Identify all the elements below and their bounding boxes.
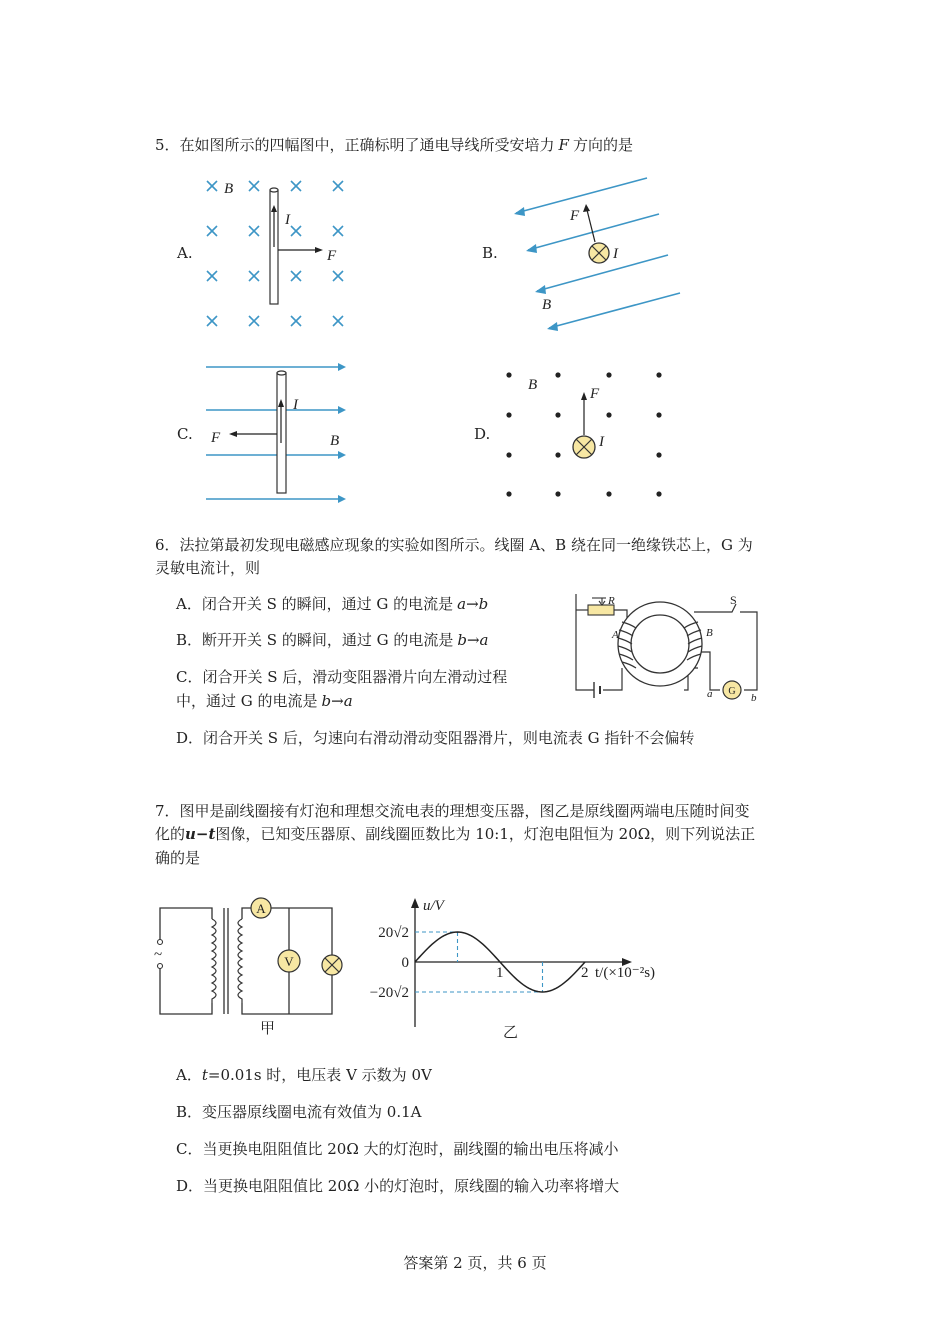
q6-stem-line2: 灵敏电流计，则 [155, 559, 261, 577]
terminal-label-a: a [707, 688, 713, 700]
q5-stem: 5．在如图所示的四幅图中，正确标明了通电导线所受安培力 F 方向的是 [155, 136, 633, 154]
q7-stem-line3: 确的是 [155, 849, 201, 867]
q5-option-d-figure [498, 362, 678, 512]
rheostat-label-r: R [608, 595, 615, 607]
field-dot-mark [555, 412, 560, 417]
field-dot-mark [606, 412, 611, 417]
field-cross-mark [291, 181, 301, 191]
field-cross-mark [249, 226, 259, 236]
q6-option-d: D．闭合开关 S 后，匀速向右滑动滑动变阻器滑片，则电流表 G 指针不会偏转 [176, 729, 695, 747]
field-cross-mark [249, 271, 259, 281]
field-dot-mark [656, 372, 661, 377]
field-dot-mark [656, 412, 661, 417]
q5-option-c-figure [200, 358, 370, 508]
field-cross-mark [207, 316, 217, 326]
q7-ut-chart [360, 892, 660, 1042]
field-cross-mark [249, 181, 259, 191]
field-cross-mark [249, 316, 259, 326]
force-label-f: F [590, 386, 600, 402]
y-tick-label: 0 [401, 955, 409, 971]
q6-option-a: A．闭合开关 S 的瞬间，通过 G 的电流是 a→b [176, 595, 489, 613]
y-axis-arrow [411, 898, 419, 908]
caption-jia: 甲 [260, 1021, 276, 1037]
current-label-i: I [293, 397, 298, 413]
input-terminal-bottom [158, 964, 163, 969]
q5-option-d-label: D. [474, 425, 491, 443]
field-cross-mark [291, 226, 301, 236]
field-label-b: B [528, 377, 538, 393]
force-label-f: F [327, 248, 337, 264]
q7-option-a: A．t=0.01s 时，电压表 V 示数为 0V [176, 1066, 432, 1084]
q7-option-b: B．变压器原线圈电流有效值为 0.1A [176, 1103, 422, 1121]
field-dot-mark [555, 372, 560, 377]
q6-option-c-line1: C．闭合开关 S 后，滑动变阻器滑片向左滑动过程 [176, 668, 508, 686]
current-label-i: I [285, 212, 290, 228]
force-label-f: F [211, 430, 221, 446]
q7-transformer-figure [152, 895, 352, 1035]
q5-option-b-label: B. [482, 244, 498, 262]
svg-text:G: G [728, 686, 736, 697]
field-dot-mark [656, 452, 661, 457]
field-label-b: B [330, 433, 340, 449]
x-tick-label: 2 [581, 965, 589, 981]
force-arrow [587, 210, 595, 242]
y-tick-label: −20√2 [369, 985, 409, 1001]
field-dot-mark [506, 491, 511, 496]
field-cross-mark [207, 271, 217, 281]
q5-option-a-label: A. [177, 244, 193, 262]
field-cross-mark [333, 226, 343, 236]
field-dot-mark [606, 491, 611, 496]
q7-option-d: D．当更换电阻阻值比 20Ω 小的灯泡时，原线圈的输入功率将增大 [176, 1177, 620, 1195]
field-dot-mark [555, 452, 560, 457]
field-dot-mark [656, 491, 661, 496]
x-axis-label: t/(×10⁻²s) [595, 965, 656, 981]
field-dot-mark [606, 372, 611, 377]
q5-option-c-label: C. [177, 425, 193, 443]
y-axis-label: u/V [423, 898, 444, 914]
force-label-f: F [570, 208, 580, 224]
q5-option-a-figure [198, 172, 368, 332]
secondary-coil [238, 919, 242, 1003]
field-label-b: B [542, 297, 552, 313]
q7-option-c: C．当更换电阻阻值比 20Ω 大的灯泡时，副线圈的输出电压将减小 [176, 1140, 619, 1158]
q6-option-c-line2: 中，通过 G 的电流是 b→a [176, 692, 353, 710]
field-cross-mark [291, 316, 301, 326]
svg-text:A: A [256, 901, 266, 916]
coil-label-b: B [706, 627, 713, 639]
current-label-i: I [613, 246, 618, 262]
field-label-b: B [224, 181, 234, 197]
input-terminal-top [158, 940, 163, 945]
current-label-i: I [599, 434, 604, 450]
svg-text:V: V [284, 954, 294, 969]
field-dot-mark [506, 412, 511, 417]
q5-option-b-figure [504, 172, 694, 332]
q7-stem-line2: 化的u−t图像，已知变压器原、副线圈匝数比为 10:1，灯泡电阻恒为 20Ω，则下列说法正 [155, 825, 756, 843]
q6-circuit-figure [572, 588, 772, 708]
page-footer: 答案第 2 页，共 6 页 [403, 1254, 547, 1272]
coil-label-a: A [612, 629, 619, 641]
x-tick-label: 1 [496, 965, 504, 981]
ac-source-icon: ~ [154, 947, 163, 963]
field-cross-mark [207, 226, 217, 236]
switch-label-s: S [730, 593, 737, 607]
terminal-label-b: b [751, 692, 757, 704]
magnetic-field-lines [206, 367, 340, 499]
field-cross-mark [333, 316, 343, 326]
field-cross-mark [291, 271, 301, 281]
field-cross-mark [207, 181, 217, 191]
field-dot-mark [555, 491, 560, 496]
primary-coil [212, 919, 216, 1003]
caption-yi: 乙 [503, 1025, 519, 1041]
field-cross-mark [333, 181, 343, 191]
y-tick-label: 20√2 [378, 925, 409, 941]
field-cross-mark [333, 271, 343, 281]
q6-option-b: B．断开开关 S 的瞬间，通过 G 的电流是 b→a [176, 631, 489, 649]
q7-stem-line1: 7．图甲是副线圈接有灯泡和理想交流电表的理想变压器，图乙是原线圈两端电压随时间变 [155, 802, 750, 820]
field-dot-mark [506, 452, 511, 457]
q6-stem-line1: 6．法拉第最初发现电磁感应现象的实验如图所示。线圈 A、B 绕在同一绝缘铁芯上，G 为 [155, 536, 753, 554]
field-dot-mark [506, 372, 511, 377]
